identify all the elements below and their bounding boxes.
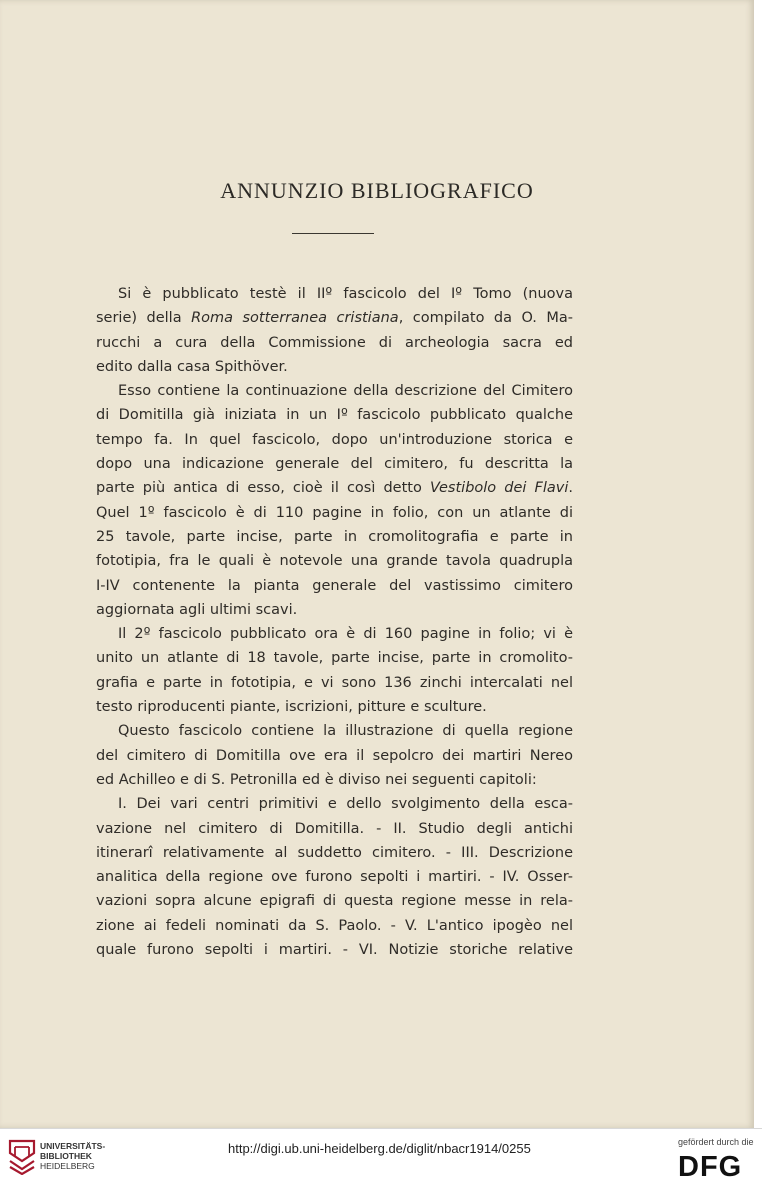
- text-line: I. Dei vari centri primitivi e dello svolgimento della esca-: [118, 796, 573, 813]
- heidelberg-library-logo-icon: [8, 1139, 36, 1175]
- text-line: zione ai fedeli nominati da S. Paolo. - V. L'antico ipogèo nel: [96, 917, 573, 934]
- text-line: parte più antica di esso, cioè il così detto Vestibolo dei Flavi.: [96, 480, 573, 497]
- text-line: analitica della regione ove furono sepolti i martiri. - IV. Osser-: [96, 869, 573, 886]
- italic-title: Vestibolo dei Flavi: [429, 480, 569, 497]
- permalink-url[interactable]: http://digi.ub.uni-heidelberg.de/diglit/nbacr1914/0255: [228, 1141, 531, 1156]
- text-line: Questo fascicolo contiene la illustrazione di quella regione: [118, 723, 573, 740]
- funder-name: DFG: [678, 1151, 743, 1179]
- text-line: unito un atlante di 18 tavole, parte incise, parte in cromolito-: [96, 650, 573, 667]
- text-line: edito dalla casa Spithöver.: [96, 358, 288, 375]
- text-line: Il 2º fascicolo pubblicato ora è di 160 pagine in folio; vi è: [118, 626, 573, 643]
- text-line: rucchi a cura della Commissione di archeologia sacra ed: [96, 334, 573, 351]
- text-line: di Domitilla già iniziata in un Iº fascicolo pubblicato qualche: [96, 407, 573, 424]
- text-line: itinerarî relativamente al suddetto cimitero. - III. Descrizione: [96, 844, 573, 861]
- library-name-line2: BIBLIOTHEK: [40, 1151, 92, 1161]
- text-line: I-IV contenente la pianta generale del vastissimo cimitero: [96, 577, 573, 594]
- text-line: 25 tavole, parte incise, parte in cromolitografia e parte in: [96, 528, 573, 545]
- library-name-line1: UNIVERSITÄTS-: [40, 1141, 106, 1151]
- text-line: serie) della Roma sotterranea cristiana, compilato da O. Ma-: [96, 310, 574, 327]
- text-line: fototipia, fra le quali è notevole una grande tavola quadrupla: [96, 553, 573, 570]
- text-line: tempo fa. In quel fascicolo, dopo un'introduzione storica e: [96, 431, 573, 448]
- footer-bar: [0, 1128, 762, 1184]
- text-line: vazioni sopra alcune epigrafi di questa regione messe in rela-: [96, 893, 573, 910]
- dfg-logo-icon: [676, 1151, 754, 1179]
- italic-title: Roma sotterranea cristiana: [191, 310, 399, 327]
- library-name-line3: HEIDELBERG: [40, 1161, 95, 1171]
- title-divider: [292, 233, 374, 234]
- text-line: testo riproducenti piante, iscrizioni, pitture e sculture.: [96, 699, 487, 716]
- funding-caption: gefördert durch die: [678, 1137, 754, 1147]
- page-title: ANNUNZIO BIBLIOGRAFICO: [220, 178, 534, 203]
- text-line: ed Achilleo e di S. Petronilla ed è diviso nei seguenti capitoli:: [96, 771, 537, 788]
- text-line: quale furono sepolti i martiri. - VI. Notizie storiche relative: [96, 942, 573, 959]
- text-line: Esso contiene la continuazione della descrizione del Cimitero: [118, 383, 573, 400]
- text-line: grafia e parte in fototipia, e vi sono 136 zinchi intercalati nel: [96, 674, 573, 691]
- text-line: aggiornata agli ultimi scavi.: [96, 601, 298, 618]
- text-line: vazione nel cimitero di Domitilla. - II. Studio degli antichi: [96, 820, 573, 837]
- text-line: Quel 1º fascicolo è di 110 pagine in folio, con un atlante di: [96, 504, 573, 521]
- text-line: dopo una indicazione generale del cimitero, fu descritta la: [96, 456, 573, 473]
- body-text: [96, 282, 573, 962]
- library-name: [40, 1141, 105, 1171]
- text-line: del cimitero di Domitilla ove era il sepolcro dei martiri Nereo: [96, 747, 573, 764]
- text-line: Si è pubblicato testè il IIº fascicolo del Iº Tomo (nuova: [118, 286, 573, 302]
